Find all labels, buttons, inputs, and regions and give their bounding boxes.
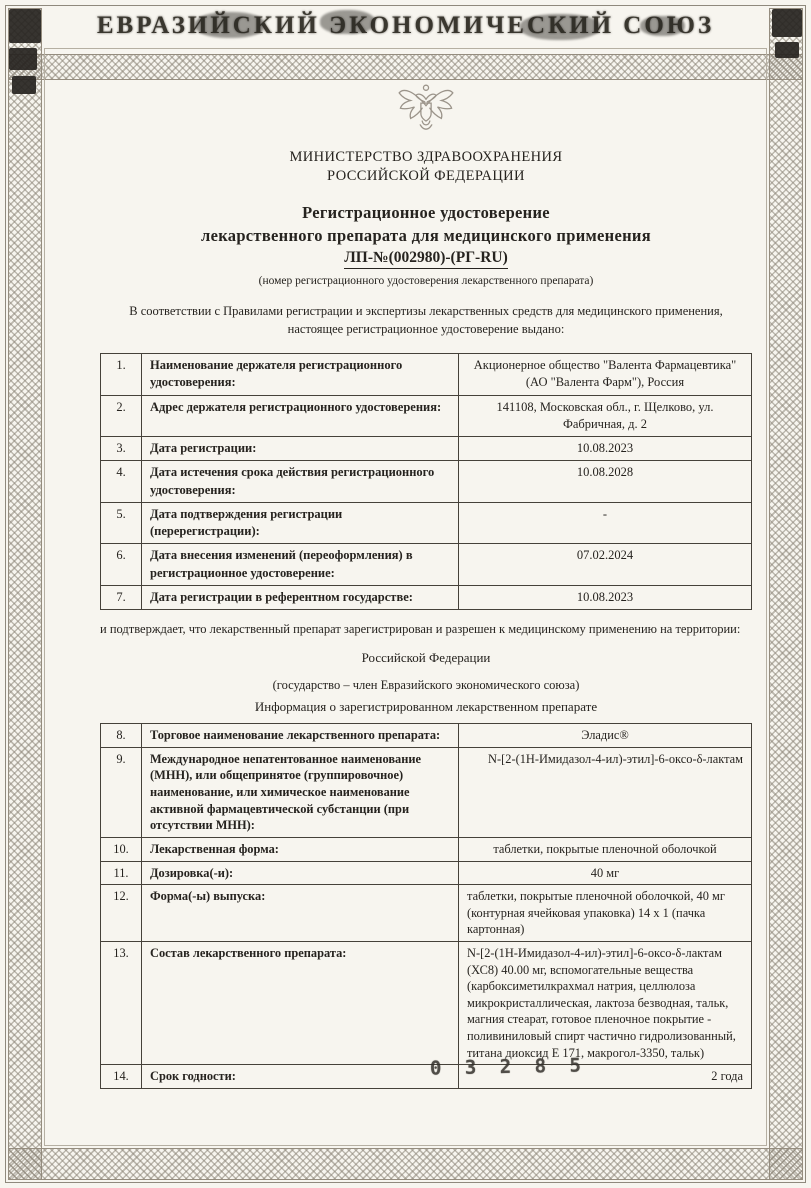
row-label: Адрес держателя регистрационного удостоверения: — [142, 395, 459, 437]
ink-mark — [772, 9, 802, 37]
document-title-line-1: Регистрационное удостоверение — [302, 202, 550, 222]
row-number: 3. — [101, 437, 142, 461]
row-label: Состав лекарственного препарата: — [142, 941, 459, 1064]
row-number: 5. — [101, 502, 142, 544]
table-row — [101, 437, 752, 461]
row-label: Срок годности: — [142, 1065, 459, 1089]
table-row — [101, 395, 752, 437]
row-number: 14. — [101, 1065, 142, 1089]
row-value: Акционерное общество "Валента Фармацевтика" (АО "Валента Фарм"), Россия — [459, 354, 752, 396]
eaeu-union-title: ЕВРАЗИЙСКИЙ ЭКОНОМИЧЕСКИЙ СОЮЗ — [96, 12, 715, 39]
row-value: 10.08.2023 — [459, 585, 752, 609]
territory-name: Российской Федерации — [361, 650, 491, 666]
table-row — [101, 461, 752, 503]
row-label: Дата регистрации в референтном государстве: — [142, 585, 459, 609]
ink-mark — [9, 9, 41, 43]
row-value: 07.02.2024 — [459, 544, 752, 586]
registration-number-wrap — [100, 249, 752, 269]
document-title-line-2: лекарственного препарата для медицинского применения — [201, 225, 651, 245]
intro-paragraph: В соответствии с Правилами регистрации и экспертизы лекарственных средств для медицинского применения, настоящее регистрационное удостоверение выдано: — [129, 303, 723, 336]
table-row — [101, 354, 752, 396]
product-table — [100, 723, 752, 1089]
coat-of-arms-icon — [100, 80, 752, 144]
ink-mark — [12, 76, 36, 94]
border-ornament-bottom — [8, 1148, 803, 1180]
table-row — [101, 747, 752, 837]
ink-mark — [9, 48, 37, 70]
holder-table — [100, 353, 752, 610]
table-row — [101, 724, 752, 748]
table-row — [101, 585, 752, 609]
row-value: 10.08.2023 — [459, 437, 752, 461]
ink-mark — [775, 42, 799, 58]
row-number: 8. — [101, 724, 142, 748]
territory-caption: (государство – член Евразийского экономического союза) — [272, 678, 580, 693]
row-number: 9. — [101, 747, 142, 837]
row-label: Наименование держателя регистрационного удостоверения: — [142, 354, 459, 396]
row-label: Дата подтверждения регистрации (перерегистрации): — [142, 502, 459, 544]
ink-smudge — [520, 14, 600, 40]
row-number: 6. — [101, 544, 142, 586]
row-label: Форма(-ы) выпуска: — [142, 885, 459, 942]
row-number: 7. — [101, 585, 142, 609]
row-number: 1. — [101, 354, 142, 396]
table-row — [101, 885, 752, 942]
ink-smudge — [195, 12, 265, 38]
row-value: N-[2-(1Н-Имидазол-4-ил)-этил]-6-оксо-δ-лактам (ХС8) 40.00 мг, вспомогательные вещества (карбоксиметилкрахмал натрия, целлюлоза микрокристаллическая, лактоза безводная, тальк, магния стеарат, готовое пленочное покрытие - поливиниловый спирт частично гидролизованный, титана диоксид Е 171, макрогол-3350, тальк) — [459, 941, 752, 1064]
row-value: таблетки, покрытые пленочной оболочкой — [459, 837, 752, 861]
certificate-content — [100, 80, 752, 1089]
row-number: 13. — [101, 941, 142, 1064]
row-label: Дата внесения изменений (переоформления) в регистрационное удостоверение: — [142, 544, 459, 586]
row-label: Дозировка(-и): — [142, 861, 459, 885]
registration-number: ЛП-№(002980)-(РГ-RU) — [344, 249, 508, 269]
row-value: Эладис® — [459, 724, 752, 748]
row-number: 12. — [101, 885, 142, 942]
row-value: 2 года — [459, 1065, 752, 1089]
ink-smudge — [640, 16, 685, 36]
border-ornament-left — [8, 8, 42, 1180]
table-row — [101, 837, 752, 861]
row-value: 10.08.2028 — [459, 461, 752, 503]
row-value: N-[2-(1Н-Имидазол-4-ил)-этил]-6-оксо-δ-лактам — [459, 747, 752, 837]
border-ornament-right — [769, 8, 803, 1180]
confirmation-text: и подтверждает, что лекарственный препарат зарегистрирован и разрешен к медицинскому применению на территории: — [100, 622, 741, 637]
row-number: 4. — [101, 461, 142, 503]
row-label: Дата регистрации: — [142, 437, 459, 461]
table-row — [101, 941, 752, 1064]
ministry-line-1: МИНИСТЕРСТВО ЗДРАВООХРАНЕНИЯ — [289, 149, 563, 165]
ink-smudge — [320, 10, 375, 34]
row-value: - — [459, 502, 752, 544]
table-row — [101, 544, 752, 586]
table-row — [101, 861, 752, 885]
table-row — [101, 502, 752, 544]
row-value: 141108, Московская обл., г. Щелково, ул. Фабричная, д. 2 — [459, 395, 752, 437]
row-value: 40 мг — [459, 861, 752, 885]
stamp-number: 0 3 2 8 5 — [429, 1054, 588, 1080]
row-number: 10. — [101, 837, 142, 861]
row-label: Дата истечения срока действия регистрационного удостоверения: — [142, 461, 459, 503]
row-label: Торговое наименование лекарственного препарата: — [142, 724, 459, 748]
table-row — [101, 1065, 752, 1089]
row-number: 11. — [101, 861, 142, 885]
row-value: таблетки, покрытые пленочной оболочкой, 40 мг (контурная ячейковая упаковка) 14 х 1 (пачка картонная) — [459, 885, 752, 942]
document-title — [100, 201, 752, 247]
ministry-name — [100, 148, 752, 186]
row-label: Международное непатентованное наименование (МНН), или общепринятое (группировочное) наименование, или химическое наименование активной фармацевтической субстанции (при отсутствии МНН): — [142, 747, 459, 837]
row-label: Лекарственная форма: — [142, 837, 459, 861]
row-number: 2. — [101, 395, 142, 437]
product-info-heading: Информация о зарегистрированном лекарственном препарате — [254, 699, 598, 715]
registration-number-caption: (номер регистрационного удостоверения лекарственного препарата) — [258, 274, 594, 287]
ministry-line-2: РОССИЙСКОЙ ФЕДЕРАЦИИ — [327, 167, 525, 184]
